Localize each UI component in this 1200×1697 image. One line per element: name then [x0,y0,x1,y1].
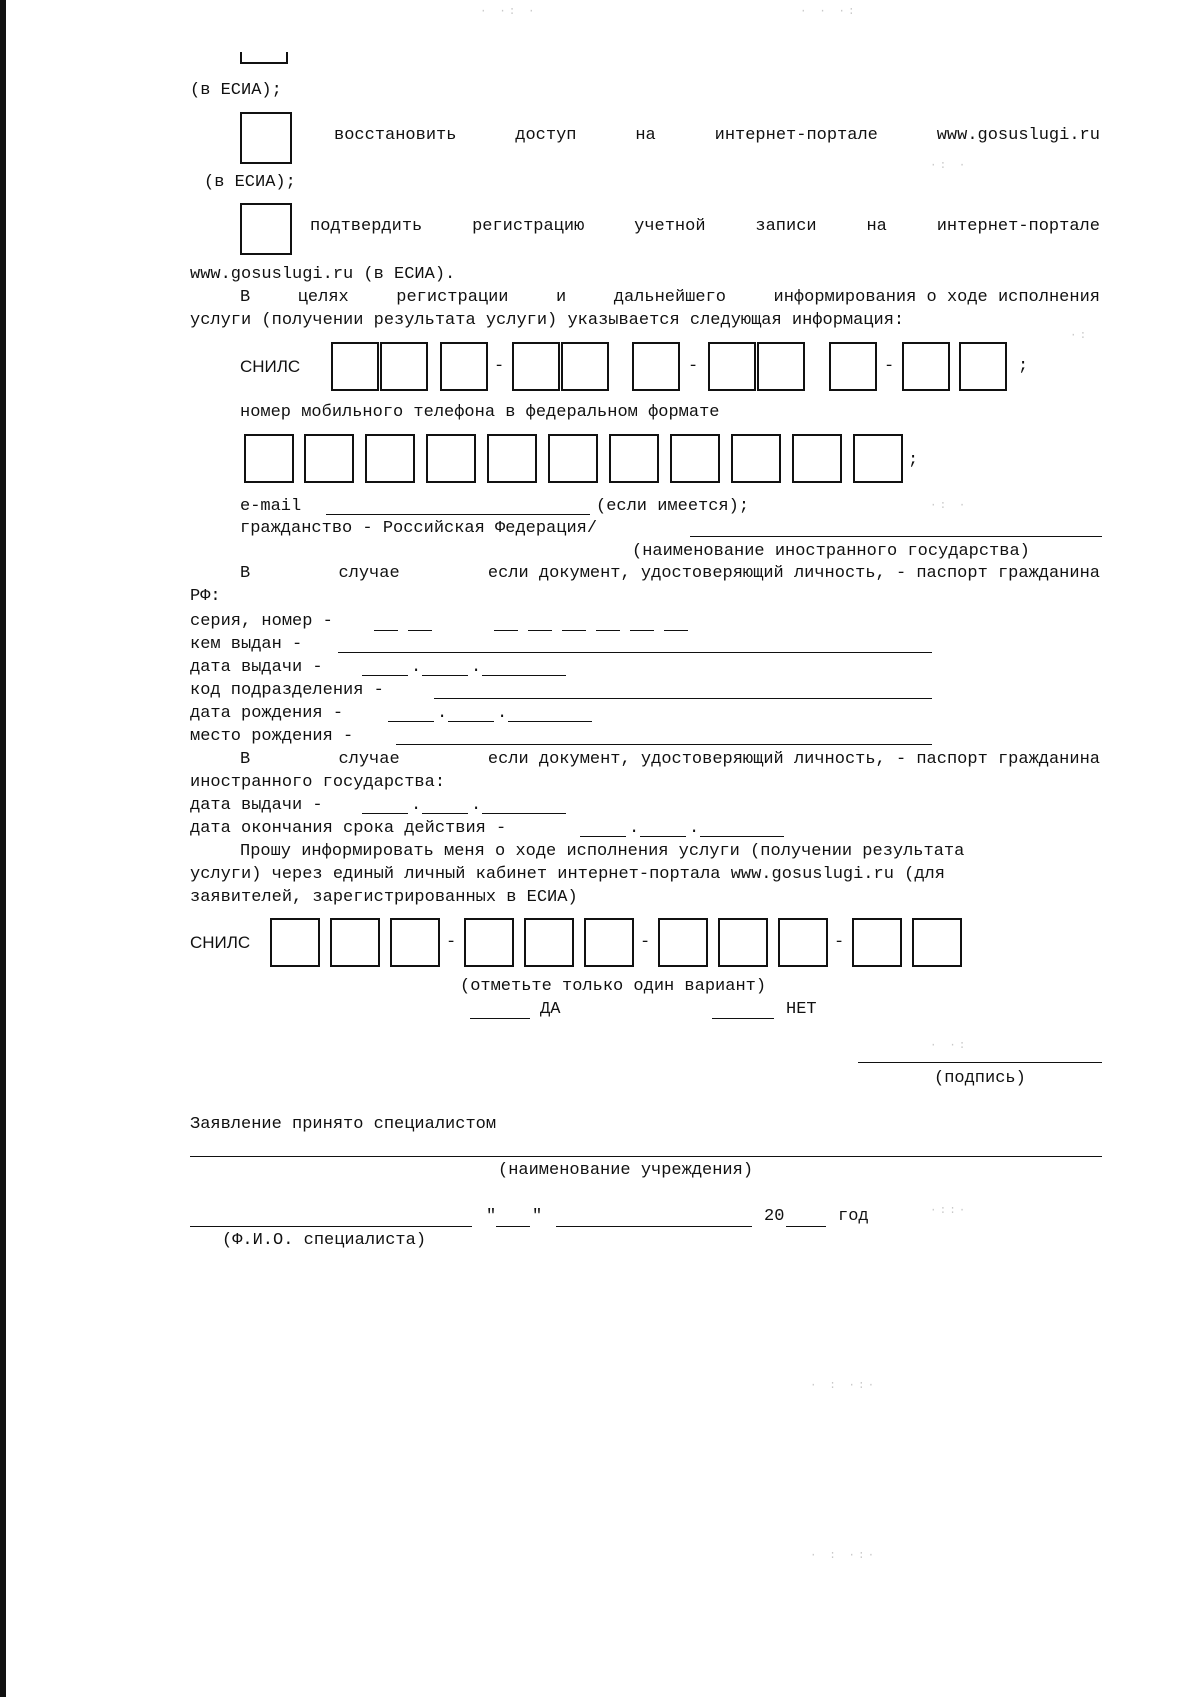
word: интернет-портале [936,217,1100,236]
word: подтвердить [310,217,423,236]
date-dot: . [689,819,700,838]
phone-digit-cell[interactable] [487,434,537,483]
registration-intro-line1 [240,287,1100,309]
scan-edge [0,0,6,1697]
no-label: НЕТ [786,1000,817,1019]
number-digit[interactable] [630,630,654,631]
email-label: e-mail [240,497,302,516]
quote-open: " [486,1207,497,1226]
foreign-issue-date-year[interactable] [482,813,566,814]
word: интернет-портале [714,126,878,145]
phone-semicolon: ; [908,451,919,470]
passport-rf-intro [240,563,1100,585]
restore-access-tail: (в ЕСИА); [204,173,296,192]
passport-foreign-intro-tail: иностранного государства: [190,773,446,792]
birth-date-day[interactable] [388,721,434,722]
word: случае [338,564,400,583]
passport-foreign-intro [240,749,1100,771]
snils-digit-cell[interactable] [380,342,428,391]
snils-digit-cell[interactable] [902,342,950,391]
number-digit[interactable] [562,630,586,631]
birth-date-month[interactable] [448,721,494,722]
fio-caption: (Ф.И.О. специалиста) [222,1231,427,1250]
birth-date-label: дата рождения - [190,704,344,723]
institution-field[interactable] [190,1156,1102,1157]
foreign-issue-date-month[interactable] [422,813,468,814]
expiry-date-label: дата окончания срока действия - [190,819,507,838]
word: на [866,217,887,236]
acceptance-title: Заявление принято специалистом [190,1115,497,1134]
citizenship-label: гражданство - Российская Федерация/ [240,519,598,538]
phone-label: номер мобильного телефона в федеральном формате [240,403,720,422]
scan-noise: ·: · [930,500,969,512]
notify-line1: Прошу информировать меня о ходе исполнения услуги (получении результата [240,842,965,861]
snils-digit-cell[interactable] [658,918,708,967]
snils-digit-cell[interactable] [464,918,514,967]
date-dot: . [497,704,508,723]
phone-digit-cell[interactable] [792,434,842,483]
word: www.gosuslugi.ru [936,126,1100,145]
date-dot: . [629,819,640,838]
month-field[interactable] [556,1226,752,1227]
snils-digit-cell[interactable] [829,342,877,391]
snils-dash: - [640,933,651,952]
choice-note: (отметьте только один вариант) [460,977,767,996]
confirm-registration-tail: www.gosuslugi.ru (в ЕСИА). [190,265,456,284]
snils-digit-cell[interactable] [959,342,1007,391]
signature-caption: (подпись) [934,1069,1026,1088]
confirm-registration-text [310,216,1100,238]
fio-field[interactable] [190,1226,472,1227]
word: дальнейшего [613,288,726,307]
foreign-issue-date-day[interactable] [362,813,408,814]
date-dot: . [411,658,422,677]
word: В [240,564,251,583]
quote-close: " [532,1207,543,1226]
registration-intro-line2: услуги (получении результата услуги) указывается следующая информация: [190,311,905,330]
word: если документ, удостоверяющий личность, - паспорт гражданина [487,564,1100,583]
scan-noise: · · ·: [800,6,858,18]
restore-access-text [334,125,1100,147]
snils-label-2: СНИЛС [190,933,251,952]
confirm-registration-checkbox[interactable] [240,203,292,255]
snils-digit-cell[interactable] [757,342,805,391]
snils-digit-cell[interactable] [270,918,320,967]
word: восстановить [334,126,457,145]
expiry-date-year[interactable] [700,836,784,837]
phone-digit-cell[interactable] [426,434,476,483]
snils-digit-cell[interactable] [718,918,768,967]
number-digit[interactable] [494,630,518,631]
word: случае [338,750,400,769]
email-field[interactable] [326,514,590,515]
snils-digit-cell[interactable] [584,918,634,967]
number-digit[interactable] [596,630,620,631]
word: если документ, удостоверяющий личность, - паспорт гражданина [487,750,1100,769]
email-note: (если имеется); [596,497,750,516]
snils-semicolon: ; [1018,357,1029,376]
word: и [556,288,567,307]
snils-digit-cell[interactable] [440,342,488,391]
series-digit[interactable] [374,630,398,631]
snils-digit-cell[interactable] [708,342,756,391]
word: В [240,750,251,769]
scan-noise: ·: · [930,160,969,172]
scan-noise: · : ·:· [810,1550,878,1562]
birth-place-field[interactable] [396,744,932,745]
issue-date-month[interactable] [422,675,468,676]
subdivision-code-field[interactable] [434,698,932,699]
phone-digit-cell[interactable] [731,434,781,483]
snils-digit-cell[interactable] [390,918,440,967]
phone-digit-cell[interactable] [244,434,294,483]
birth-date-year[interactable] [508,721,592,722]
scan-noise: ·: [1070,330,1090,342]
snils-digit-cell[interactable] [330,918,380,967]
yes-mark-field[interactable] [470,1018,530,1019]
date-dot: . [411,796,422,815]
date-dot: . [471,796,482,815]
expiry-date-day[interactable] [580,836,626,837]
subdivision-code-label: код подразделения - [190,681,384,700]
word: регистрации [396,288,509,307]
number-digit[interactable] [664,630,688,631]
notify-line3: заявителей, зарегистрированных в ЕСИА) [190,888,578,907]
phone-digit-cell[interactable] [853,434,903,483]
expiry-date-month[interactable] [640,836,686,837]
issue-date-year[interactable] [482,675,566,676]
signature-field[interactable] [858,1062,1102,1063]
snils-digit-cell[interactable] [561,342,609,391]
snils-dash: - [884,357,895,376]
series-number-label: серия, номер - [190,612,333,631]
snils-dash: - [494,357,505,376]
year-suffix: год [838,1207,869,1226]
series-digit[interactable] [408,630,432,631]
phone-digit-cell[interactable] [365,434,415,483]
date-dot: . [471,658,482,677]
snils-digit-cell[interactable] [524,918,574,967]
issue-date-label: дата выдачи - [190,658,323,677]
issued-by-label: кем выдан - [190,635,303,654]
issued-by-field[interactable] [338,652,932,653]
scan-noise: · ·: · [480,6,538,18]
snils-dash: - [446,933,457,952]
year-prefix: 20 [764,1207,785,1226]
snils-digit-cell[interactable] [632,342,680,391]
snils-digit-cell[interactable] [778,918,828,967]
snils-digit-cell[interactable] [912,918,962,967]
word: регистрацию [472,217,585,236]
foreign-state-caption: (наименование иностранного государства) [632,542,1030,561]
foreign-state-field[interactable] [690,536,1102,537]
number-digit[interactable] [528,630,552,631]
snils-dash: - [688,357,699,376]
prev-option-tail: (в ЕСИА); [190,81,282,100]
date-dot: . [437,704,448,723]
word: информирования о ходе исполнения [773,288,1100,307]
foreign-issue-date-label: дата выдачи - [190,796,323,815]
phone-digit-cell[interactable] [609,434,659,483]
scan-noise: · : ·:· [810,1380,878,1392]
passport-rf-intro-tail: РФ: [190,587,221,606]
scan-noise: ·::· [930,1205,969,1217]
yes-label: ДА [540,1000,561,1019]
snils-digit-cell[interactable] [331,342,379,391]
snils-dash: - [834,933,845,952]
scan-noise: · ·: [930,1040,969,1052]
word: В [240,288,251,307]
phone-digit-cell[interactable] [670,434,720,483]
notify-line2: услуги) через единый личный кабинет интернет-портала www.gosuslugi.ru (для [190,865,945,884]
day-field[interactable] [496,1226,530,1227]
snils-digit-cell[interactable] [852,918,902,967]
word: учетной [634,217,706,236]
issue-date-day[interactable] [362,675,408,676]
word: записи [755,217,817,236]
snils-label: СНИЛС [240,357,301,376]
phone-digit-cell[interactable] [304,434,354,483]
word: доступ [515,126,577,145]
phone-digit-cell[interactable] [548,434,598,483]
year-field[interactable] [786,1226,826,1227]
prev-checkbox-fragment[interactable] [240,52,288,64]
institution-caption: (наименование учреждения) [498,1161,754,1180]
word: на [635,126,656,145]
restore-access-checkbox[interactable] [240,112,292,164]
birth-place-label: место рождения - [190,727,354,746]
snils-digit-cell[interactable] [512,342,560,391]
word: целях [297,288,349,307]
no-mark-field[interactable] [712,1018,774,1019]
